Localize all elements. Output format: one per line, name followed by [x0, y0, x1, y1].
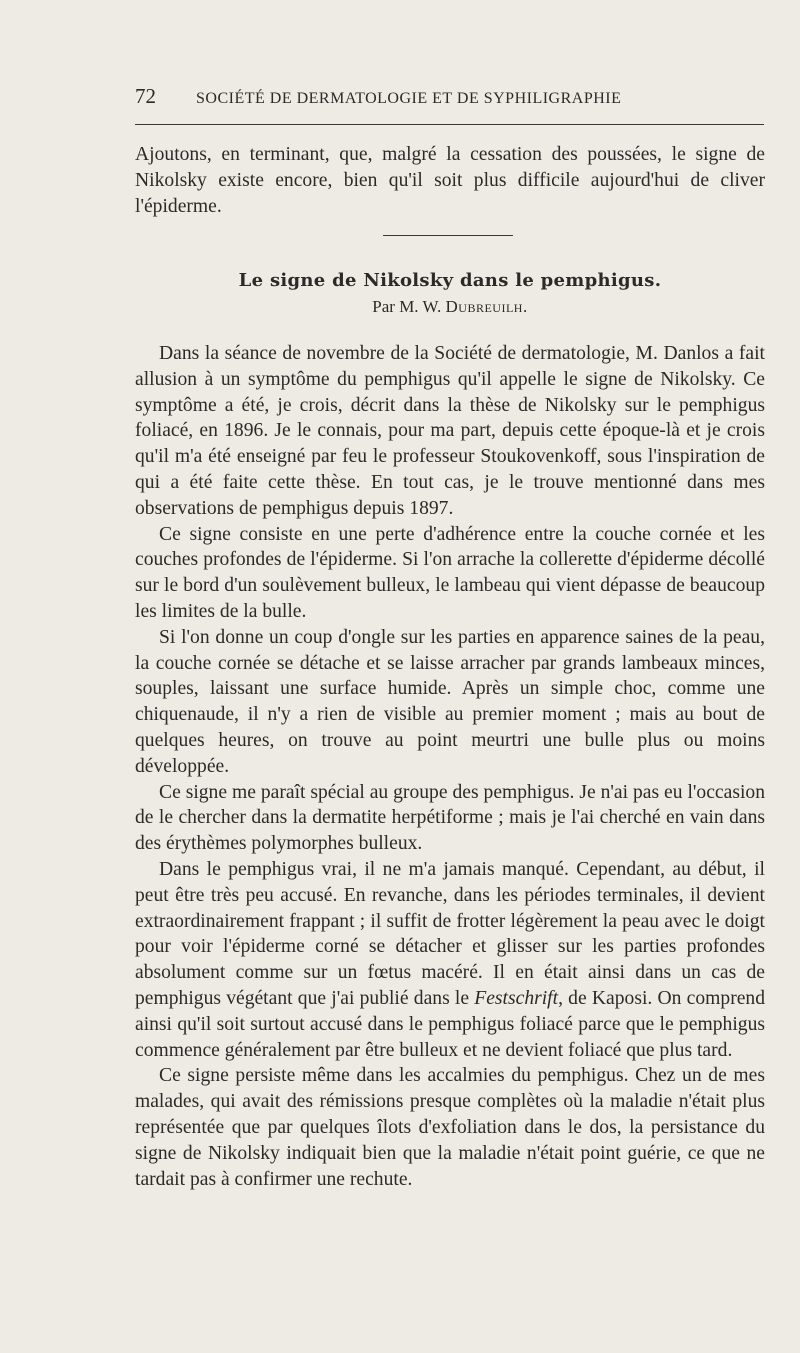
paragraph-5-text-b: , de Kaposi. On comprend ainsi qu'il soit surtout accusé dans le pemphigus foliacé parce que le pemphigus commence généralement par être bulleux et ne devient foliacé que plus tard.: [135, 987, 766, 1061]
intro-paragraph: Ajoutons, en terminant, que, malgré la cessation des poussées, le signe de Nikolsky existe encore, bien qu'il soit plus difficile aujourd'hui de cliver l'épiderme.: [135, 144, 765, 217]
running-head: SOCIÉTÉ DE DERMATOLOGIE ET DE SYPHILIGRAPHIE: [196, 90, 622, 107]
byline-prefix: Par M. W.: [372, 297, 442, 316]
paragraph-5: [135, 857, 765, 1063]
paragraph-6: Ce signe persiste même dans les accalmies du pemphigus. Chez un de mes malades, qui avait des rémissions presque complètes où la maladie n'était plus représentée que par quelques îlots d'exfoliation dans le dos, la persistance du signe de Nikolsky indiquait bien que la maladie n'était point guérie, ce que ne tardait pas à confirmer une rechute.: [135, 1065, 765, 1190]
byline-author: Dubreuilh.: [445, 297, 528, 316]
article-body: [135, 341, 765, 1192]
running-header: [135, 84, 765, 114]
article-byline: [135, 297, 765, 317]
intro-section: [135, 142, 765, 219]
header-rule: [135, 124, 764, 125]
paragraph-5-text-a: Dans le pemphigus vrai, il ne m'a jamais manqué. Cependant, au début, il peut être très peu accusé. En revanche, dans les périodes terminales, il devient extraordinairement frappant ; il suffit de frotter légèrement la peau avec le doigt pour voir l'épiderme corné se détacher et glisser sur les parties profondes absolument comme sur un fœtus macéré. Il en était ainsi dans un cas de pemphigus végétant que j'ai publié dans le: [135, 858, 765, 1009]
paragraph-1: Dans la séance de novembre de la Société de dermatologie, M. Danlos a fait allusion à un symptôme du pemphigus qu'il appelle le signe de Nikolsky. Ce symptôme a été, je crois, décrit dans la thèse de Nikolsky sur le pemphigus foliacé, en 1896. Je le connais, pour ma part, depuis cette époque-là et je crois qu'il m'a été enseigné par feu le professeur Stoukovenkoff, sous l'inspiration de qui a été faite cette thèse. En tout cas, je le trouve mentionné dans mes observations de pemphigus depuis 1897.: [135, 343, 765, 519]
paragraph-4: Ce signe me paraît spécial au groupe des pemphigus. Je n'ai pas eu l'occasion de le chercher dans la dermatite herpétiforme ; mais je l'ai cherché en vain dans des érythèmes polymorphes bulleux.: [135, 781, 765, 855]
page-number: 72: [135, 84, 156, 108]
section-separator: [383, 235, 513, 236]
paragraph-2: Ce signe consiste en une perte d'adhérence entre la couche cornée et les couches profondes de l'épiderme. Si l'on arrache la collerette d'épiderme décollé sur le bord d'un soulèvement bulleux, le lambeau qui vient dépasse de beaucoup les limites de la bulle.: [135, 523, 765, 622]
festschrift-italic: Festschrift: [474, 987, 559, 1009]
article-title: Le signe de Nikolsky dans le pemphigus.: [238, 270, 662, 291]
paragraph-3: Si l'on donne un coup d'ongle sur les parties en apparence saines de la peau, la couche cornée se détache et se laisse arracher par grands lambeaux minces, souples, laissant une surface humide. Après un simple choc, comme une chiquenaude, il n'y a rien de visible au premier moment ; mais au bout de quelques heures, on trouve au point meurtri une bulle plus ou moins développée.: [135, 626, 765, 777]
